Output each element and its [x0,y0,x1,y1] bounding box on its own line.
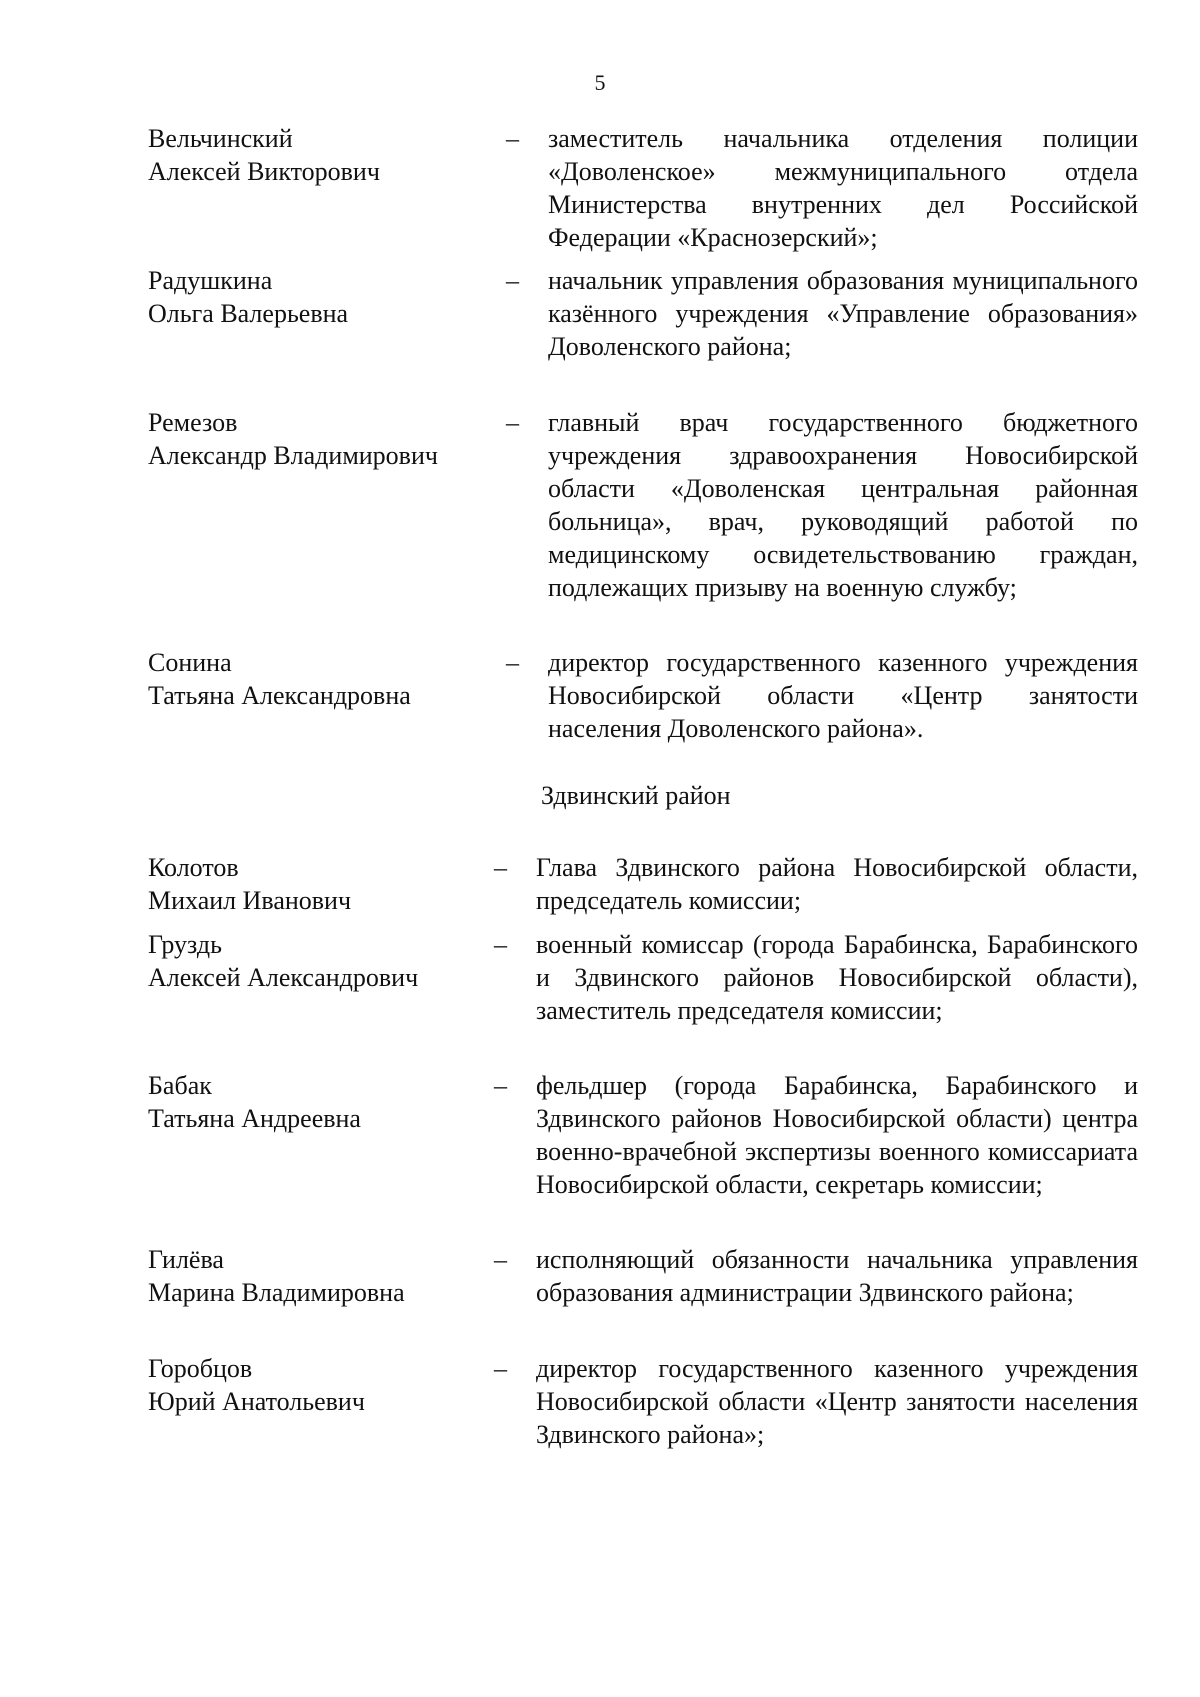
member-position: директор государственного казенного учреждения Новосибирской области «Центр занятости населения Здвинского района»; [536,1354,1138,1449]
member-surname: Ремезов [148,408,238,437]
member-given-name: Юрий Анатольевич [148,1387,365,1416]
dash-separator: – [494,1354,507,1383]
member-surname: Гилёва [148,1245,224,1274]
member-given-name: Михаил Иванович [148,886,352,915]
member-position: военный комиссар (города Барабинска, Барабинского и Здвинского районов Новосибирской области), заместитель председателя комиссии; [536,930,1138,1025]
member-surname: Вельчинский [148,124,293,153]
member-entry [148,122,1138,254]
member-position: главный врач государственного бюджетного учреждения здравоохранения Новосибирской области «Доволенская центральная районная больница», врач, руководящий работой по медицинскому освидетельствованию граждан, подлежащих призыву на военную службу; [548,408,1138,602]
member-name [148,406,506,604]
member-surname: Горобцов [148,1354,253,1383]
member-surname: Радушкина [148,266,273,295]
member-position: директор государственного казенного учреждения Новосибирской области «Центр занятости населения Доволенского района». [548,648,1138,743]
dash-separator: – [506,648,519,677]
member-name [148,928,494,1027]
member-name [148,1352,494,1451]
member-name [148,646,506,745]
dash-separator: – [506,124,519,153]
member-surname: Груздь [148,930,222,959]
member-position: начальник управления образования муниципального казённого учреждения «Управление образования» Доволенского района; [548,266,1138,361]
member-given-name: Алексей Викторович [148,157,380,186]
member-entry [148,1352,1138,1451]
dash-separator: – [506,408,519,437]
dash-separator: – [494,1071,507,1100]
member-entry [148,928,1138,1027]
member-position: Глава Здвинского района Новосибирской области, председатель комиссии; [536,853,1138,915]
member-entry [148,406,1138,604]
member-name [148,122,506,254]
member-surname: Бабак [148,1071,212,1100]
district-heading: Здвинский район [541,781,731,810]
member-name [148,851,494,917]
dash-separator: – [494,853,507,882]
member-position: исполняющий обязанности начальника управления образования администрации Здвинского района; [536,1245,1138,1307]
member-given-name: Алексей Александрович [148,963,419,992]
member-entry [148,1069,1138,1201]
member-given-name: Александр Владимирович [148,441,438,470]
dash-separator: – [494,1245,507,1274]
dash-separator: – [494,930,507,959]
member-given-name: Марина Владимировна [148,1278,405,1307]
member-entry [148,851,1138,917]
member-position: заместитель начальника отделения полиции «Доволенское» межмуниципального отдела Министерства внутренних дел Российской Федерации «Краснозерский»; [548,124,1138,252]
member-entry [148,264,1138,363]
member-position: фельдшер (города Барабинска, Барабинского и Здвинского районов Новосибирской области) центра военно-врачебной экспертизы военного комиссариата Новосибирской области, секретарь комиссии; [536,1071,1138,1199]
page-number: 5 [594,70,606,95]
member-given-name: Ольга Валерьевна [148,299,349,328]
member-surname: Колотов [148,853,239,882]
dash-separator: – [506,266,519,295]
member-surname: Сонина [148,648,232,677]
member-name [148,264,506,363]
member-given-name: Татьяна Александровна [148,681,411,710]
member-entry [148,646,1138,745]
member-entry [148,1243,1138,1309]
member-name [148,1243,494,1309]
member-name [148,1069,494,1201]
member-given-name: Татьяна Андреевна [148,1104,361,1133]
